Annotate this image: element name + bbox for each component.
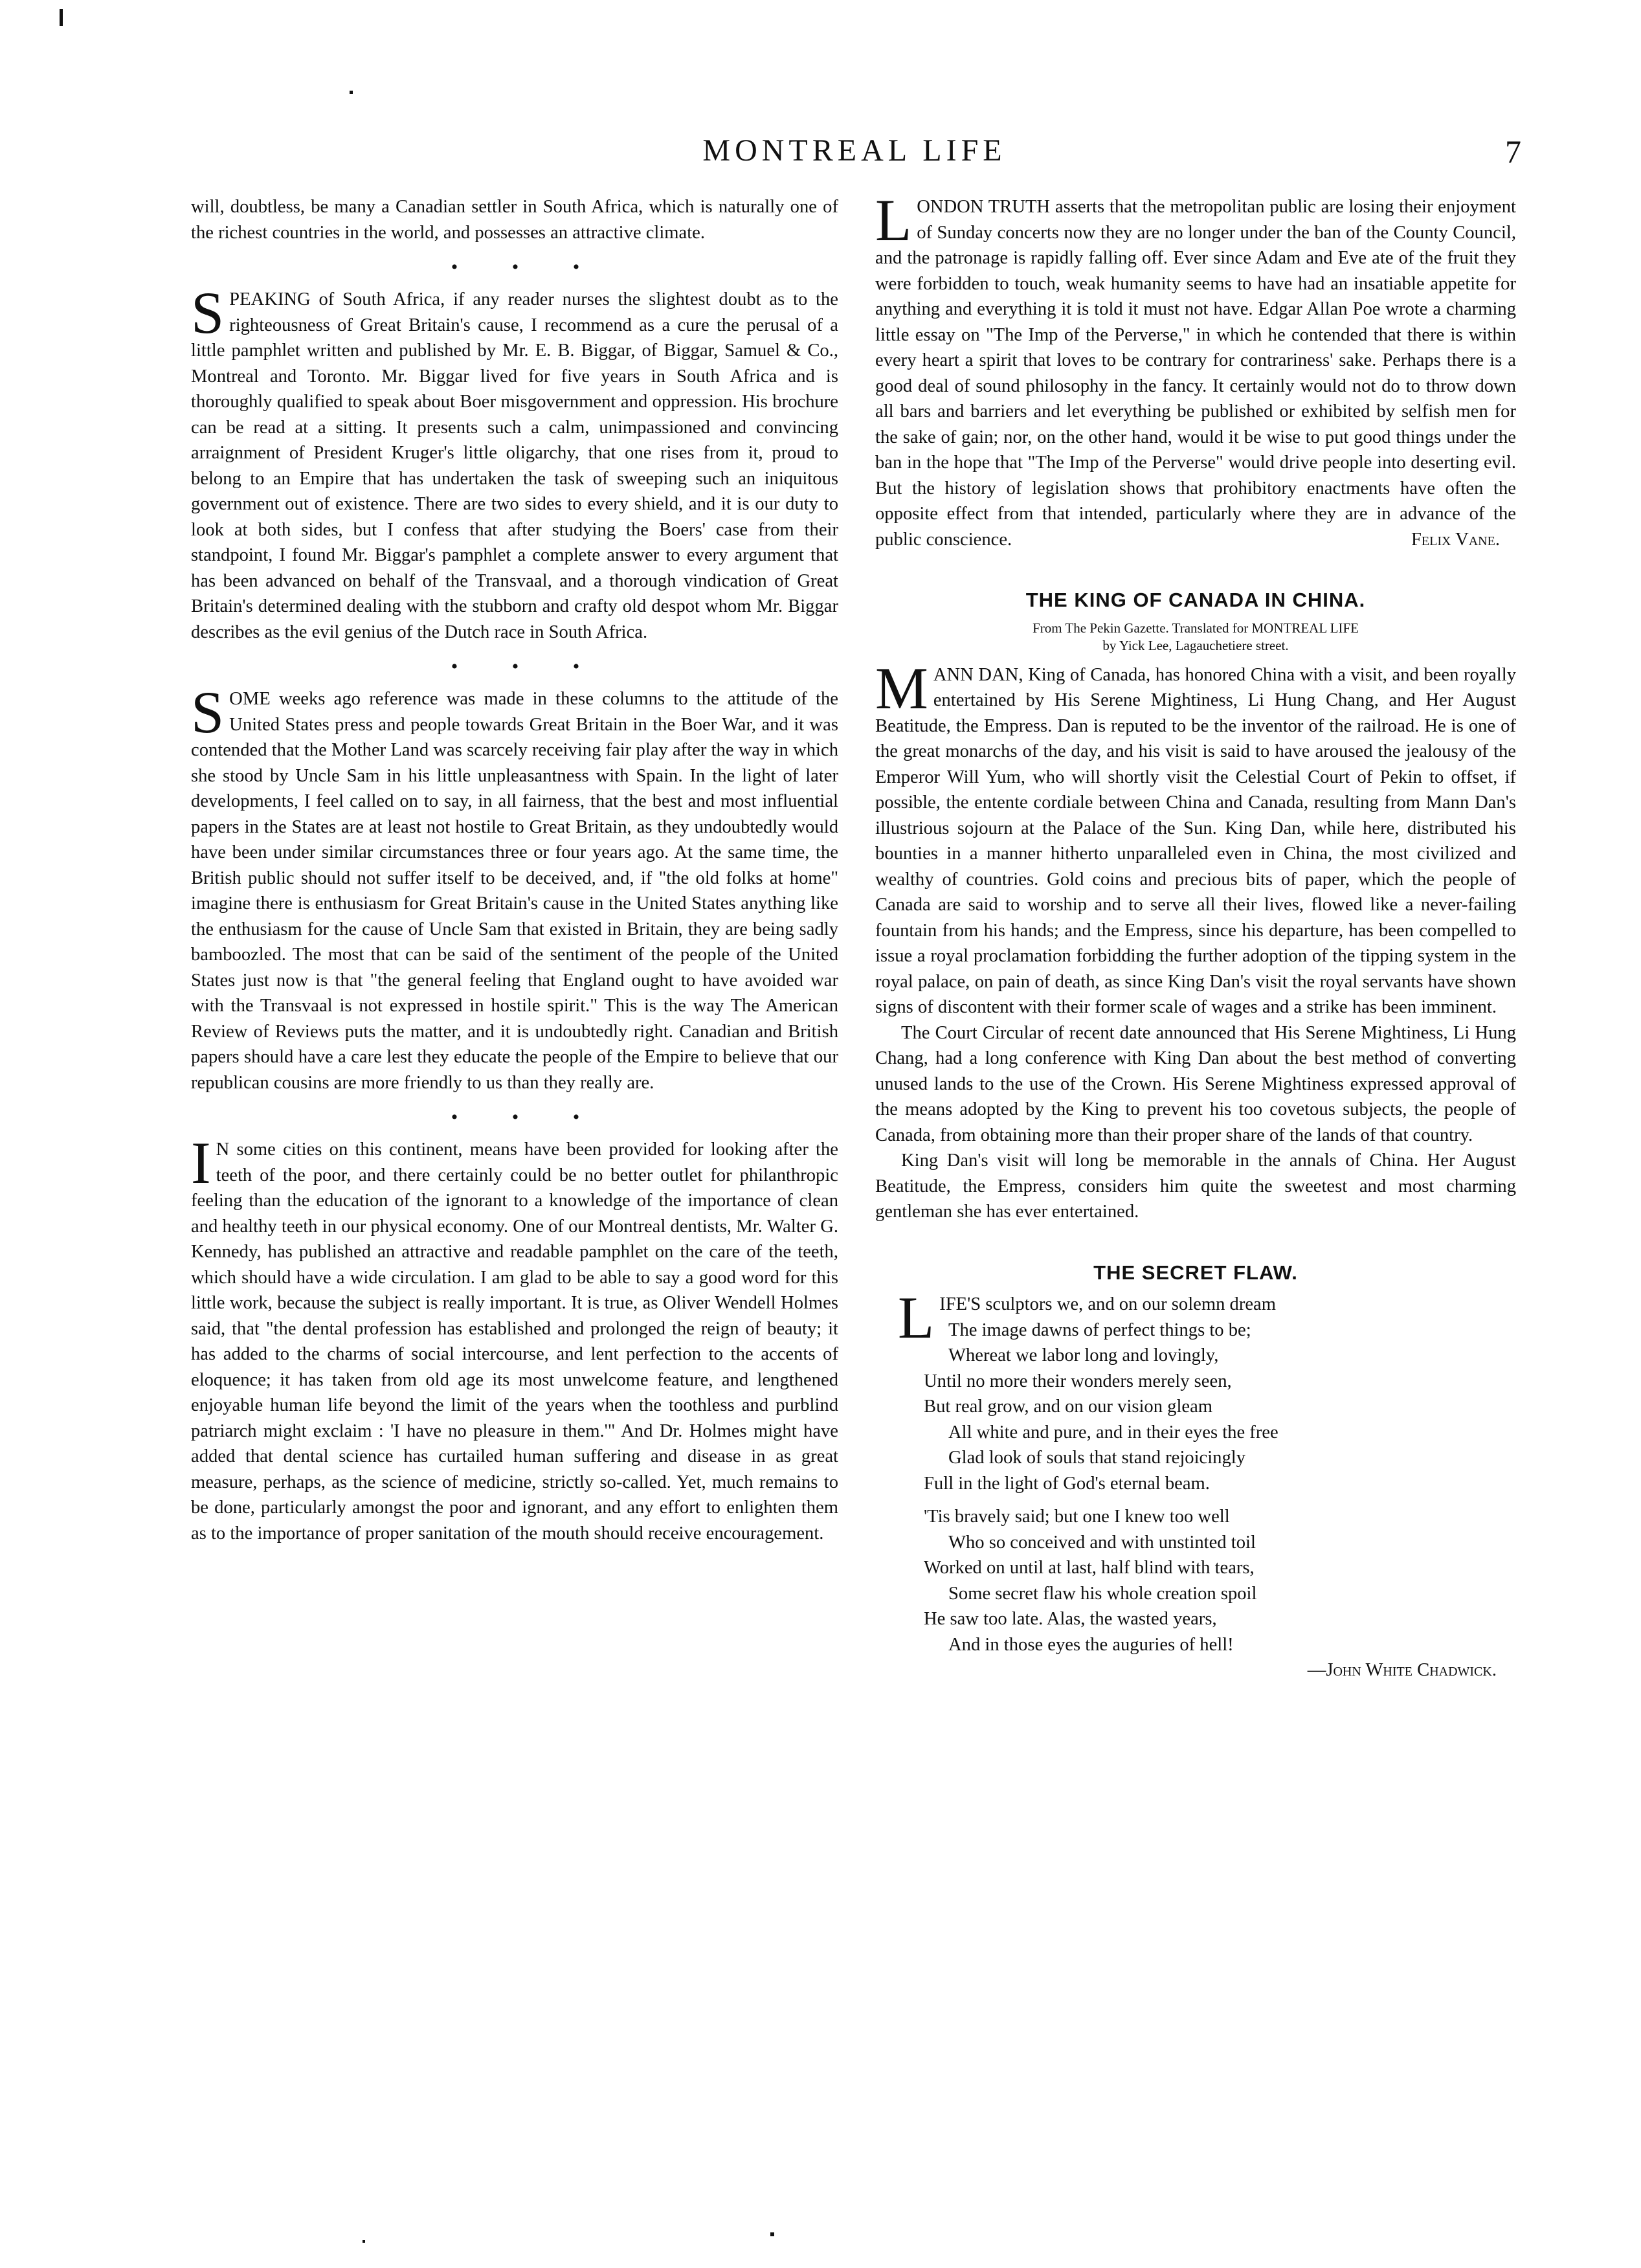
- poem-author: —John White Chadwick.: [1307, 1660, 1497, 1680]
- paragraph: will, doubtless, be many a Canadian settler in South Africa, which is naturally one of the richest countries in the world, and possesses an attractive climate.: [191, 197, 838, 243]
- poem-line: Glad look of souls that stand rejoicingly: [948, 1448, 1246, 1468]
- byline: From The Pekin Gazette. Translated for MONTREAL LIFE by Yick Lee, Lagauchetiere street.: [1033, 620, 1359, 653]
- paragraph: I N some cities on this continent, means have been provided for looking after the teeth of the poor, and there certainly could be no better outlet for philanthropic feeling than the education of the ignorant to a knowledge of the importance of clean and healthy teeth in our physical economy. One of our Montreal dentists, Mr. Walter G. Kennedy, has published an attractive and readable pamphlet on the care of the teeth, which should have a wide circulation. I am glad to be able to say a good word for this little work, because the subject is really important. It is true, as Oliver Wendell Holmes said, that "the dental profession has established and prolonged the reign of beauty; it has added to the charms of social intercourse, and lent perfection to the accents of eloquence; it has taken from old age its most unwelcome feature, and lengthened enjoyable human life beyond the limit of the years when the toothless and purblind patriarch might exclaim : 'I have no pleasure in them.'" And Dr. Holmes might have added that dental science has curtailed human suffering and disease in as great measure, perhaps, as the science of medicine, strictly so-called. Yet, much remains to be done, particularly amongst the poor and ignorant, and any effort to enlighten them as to the importance of proper sanitation of the mouth should receive encouragement.: [191, 1130, 838, 1544]
- poem-line: Whereat we labor long and lovingly,: [948, 1345, 1219, 1365]
- poem-line: IFE'S sculptors we, and on our solemn dream: [939, 1294, 1276, 1314]
- print-speck: [363, 2240, 365, 2243]
- section-separator: • • •: [451, 656, 605, 677]
- section-separator: • • •: [451, 1106, 605, 1128]
- poem-line: Who so conceived and with unstinted toil: [948, 1532, 1256, 1553]
- poem-line: But real grow, and on our vision gleam: [924, 1397, 1213, 1417]
- drop-cap: I: [191, 1130, 211, 1196]
- poem-line: He saw too late. Alas, the wasted years,: [924, 1609, 1217, 1629]
- paragraph: MANN DAN, King of Canada, has honored China with a visit, and been royally entertained by His Serene Mightiness, Li Hung Chang, and Her August Beatitude, the Empress. Dan is reputed to be the inventor of the railroad. He is one of the great monarchs of the day, and his visit is said to have aroused the jealousy of the Emperor Will Yum, who will shortly visit the Celestial Court of Pekin to offset, if possible, the entente cordiale between China and Canada, resulting from Mann Dan's illustrious sojourn at the Palace of the Sun. King Dan, while here, distributed his bounties in a manner hitherto unparalleled even in China, the most civilized and wealthy of countries. Gold coins and precious bits of paper, which the people of Canada are said to worship and to serve all their lives, flowed like a never-failing fountain from his hands; and the Empress, since his departure, has been compelled to issue a royal proclamation forbidding the further adoption of the tipping system in the royal palace, on pain of death, as since King Dan's visit the royal servants have shown signs of discontent with their former scale of wages and a strike has been imminent.: [875, 655, 1516, 1017]
- drop-cap: M: [875, 655, 928, 721]
- left-column: [191, 194, 838, 1558]
- section-separator: • • •: [451, 256, 605, 278]
- poem-line: 'Tis bravely said; but one I knew too well: [924, 1507, 1230, 1527]
- drop-cap: S: [191, 280, 225, 346]
- paragraph: SOME weeks ago reference was made in these columns to the attitude of the United States press and people towards Great Britain in the Boer War, and it was contended that the Mother Land was scarcely receiving fair play after the way in which she stood by Uncle Sam in his little unpleasantness with Spain. In the light of later developments, I feel called on to say, in all fairness, that the best and most influential papers in the States are at least not hostile to Great Britain, as they undoubtedly would have been under similar circumstances three or four years ago. At the same time, the British public should not suffer itself to be deceived, and, if "the old folks at home" imagine there is enthusiasm for Great Britain's cause in the United States anything like the enthusiasm for the cause of Uncle Sam that existed in Britain, they are being sadly bamboozled. The most that can be said of the sentiment of the people of the United States just now is that "the general feeling that England ought to have avoided war with the Transvaal is not expressed in hostile spirit." This is the way The American Review of Reviews puts the matter, and it is undoubtedly right. Canadian and British papers should have a care lest they educate the people of the Empire to believe that our republican cousins are more friendly to us than they really are.: [191, 679, 838, 1093]
- page-header: [188, 133, 1521, 178]
- signature: Felix Vane.: [1411, 529, 1500, 550]
- poem: [898, 1285, 1516, 1683]
- print-speck: [350, 91, 353, 94]
- paragraph: King Dan's visit will long be memorable in the annals of China. Her August Beatitude, the Empress, considers him quite the sweetest and most charming gentleman she has ever entertained.: [875, 1151, 1516, 1222]
- drop-cap: L: [875, 187, 912, 253]
- print-speck: [60, 9, 63, 26]
- paragraph: SPEAKING of South Africa, if any reader nurses the slightest doubt as to the righteousness of Great Britain's cause, I recommend as a cure the perusal of a little pamphlet written and published by Mr. E. B. Biggar, of Biggar, Samuel & Co., Montreal and Toronto. Mr. Biggar lived for five years in South Africa and is thoroughly qualified to speak about Boer misgovernment and oppression. His brochure can be read at a sitting. It presents such a calm, unimpassioned and convincing arraignment of President Kruger's little oligarchy, that one rises from it, proud to belong to an Empire that has undertaken the task of sweeping such an iniquitous government out of existence. There are two sides to every shield, and it is our duty to look at both sides, but I confess that after studying the Boers' case from their standpoint, I found Mr. Biggar's pamphlet a complete answer to every argument that has been advanced on behalf of the Transvaal, and a thorough vindication of Great Britain's determined dealing with the stubborn and crafty old despot whom Mr. Biggar describes as the evil genius of the Dutch race in South Africa.: [191, 280, 838, 642]
- poem-line: Some secret flaw his whole creation spoil: [948, 1583, 1257, 1604]
- paragraph: The Court Circular of recent date announced that His Serene Mightiness, Li Hung Chang, had a long conference with King Dan about the best method of converting unused lands to the use of the Crown. His Serene Mightiness expressed approval of the means adopted by the King to prevent his too covetous subjects, the people of Canada, from obtaining more than their proper share of the lands of that country.: [875, 1022, 1516, 1145]
- poem-line: Until no more their wonders merely seen,: [924, 1371, 1232, 1391]
- right-column: [875, 187, 1516, 1683]
- page-number: 7: [1505, 133, 1521, 170]
- poem-title: THE SECRET FLAW.: [1093, 1261, 1298, 1284]
- poem-line: And in those eyes the auguries of hell!: [948, 1634, 1234, 1655]
- print-speck: [770, 2232, 774, 2236]
- drop-cap: S: [191, 679, 225, 745]
- poem-line: Worked on until at last, half blind with tears,: [924, 1558, 1255, 1578]
- poem-line: All white and pure, and in their eyes the free: [948, 1422, 1278, 1443]
- masthead: MONTREAL LIFE: [702, 133, 1007, 168]
- drop-cap: L: [898, 1285, 935, 1351]
- paragraph: LONDON TRUTH asserts that the metropolitan public are losing their enjoyment of Sunday concerts now they are no longer under the ban of the County Council, and the patronage is rapidly falling off. Ever since Adam and Eve ate of the fruit they were forbidden to touch, weak humanity seems to have had an insatiable appetite for anything and everything it is told it must not have. Edgar Allan Poe wrote a charming little essay on "The Imp of the Perverse," in which he contended that there is within every heart a spirit that loves to be contrary for contrariness' sake. Perhaps there is a good deal of sound philosophy in the fancy. It certainly would not do to throw down all bars and barriers and let everything be published or exhibited by selfish men for the sake of gain; nor, on the other hand, would it be wise to put good things under the ban in the hope that "The Imp of the Perverse" would drive people into deserting evil. But the history of legislation shows that prohibitory enactments have often the opposite effect from that intended, particularly where they are in advance of the public conscience. Felix Vane.: [875, 194, 1516, 552]
- article-heading: THE KING OF CANADA IN CHINA.: [1025, 589, 1366, 611]
- poem-line: The image dawns of perfect things to be;: [948, 1319, 1251, 1340]
- poem-line: Full in the light of God's eternal beam.: [924, 1473, 1210, 1494]
